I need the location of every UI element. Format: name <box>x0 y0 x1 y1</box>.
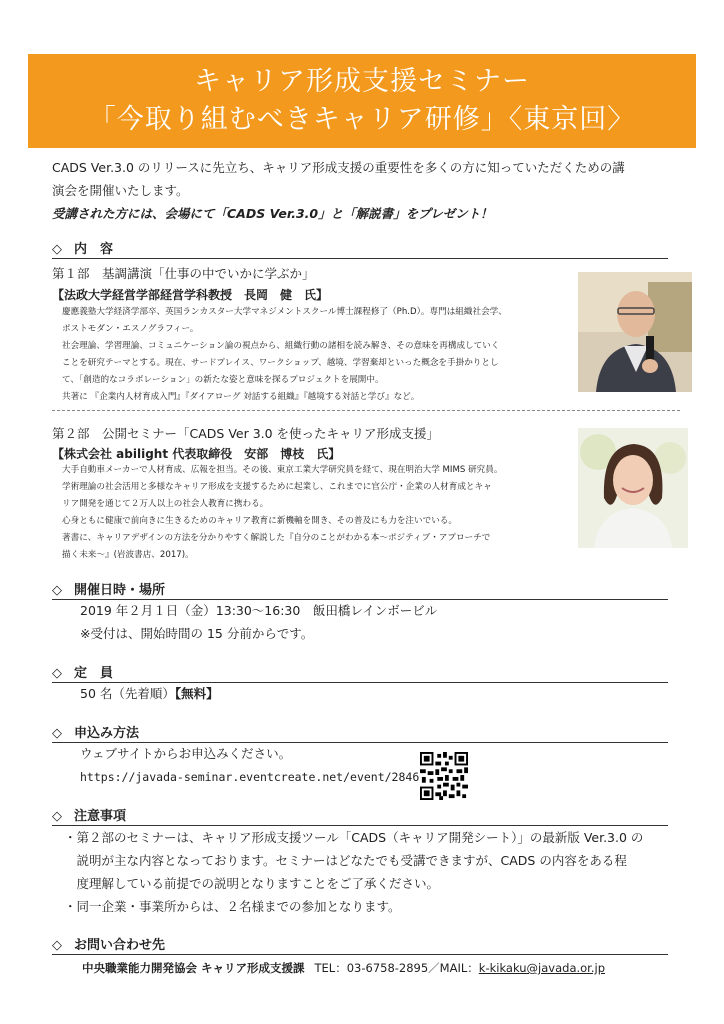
diamond-icon: ◇ <box>52 809 62 824</box>
banner-title-line2: 「今取り組むべきキャリア研修」〈東京回〉 <box>88 104 636 135</box>
intro-line2: 演会を開催いたします。 <box>52 183 189 198</box>
bio-line: ポストモダン・エスノグラフィー。 <box>62 324 199 334</box>
banner-title-line1: キャリア形成支援セミナー <box>194 66 530 97</box>
intro-promo: 受講された方には、会場にて「CADS Ver.3.0」と「解説書」をプレゼント！ <box>52 206 493 221</box>
intro-text <box>52 156 692 225</box>
diamond-icon: ◇ <box>52 938 62 953</box>
bio-line: 慶應義塾大学経済学部卒、英国ランカスター大学マネジメントスクール博士課程修了（Ph.D）。専門は組織社会学、 <box>62 307 507 317</box>
diamond-icon: ◇ <box>52 726 62 741</box>
section-apply-heading <box>52 722 668 743</box>
note-line: 説明が主な内容となっております。セミナーはどなたでも受講できますが、CADS の内容をある程 <box>64 853 627 868</box>
bio-line: 共著に 『企業内人材育成入門』『ダイアローグ 対話する組織』『越境する対話と学び』など。 <box>62 392 420 402</box>
bio-line: 著書に、キャリアデザインの方法を分かりやすく解説した『自分のことがわかる本～ポジティブ・アプローチで <box>62 533 491 543</box>
schedule-datetime: 2019 年２月１日（金）13:30～16:30 飯田橋レインボービル <box>80 603 438 618</box>
section-contact-heading <box>52 934 668 955</box>
apply-url[interactable]: https://javada-seminar.eventcreate.net/event/2846 <box>80 770 420 784</box>
contact-info <box>82 960 605 976</box>
contact-org: 中央職業能力開発協会 キャリア形成支援課 <box>82 961 305 975</box>
part1-speaker: 【法政大学経営学部経営学科教授 長岡 健 氏】 <box>52 288 329 302</box>
note-line: ・同一企業・事業所からは、２名様までの参加となります。 <box>64 899 401 914</box>
part2-speaker: 【株式会社 abilight 代表取締役 安部 博枝 氏】 <box>52 447 341 461</box>
intro-line1: CADS Ver.3.0 のリリースに先立ち、キャリア形成支援の重要性を多くの方に知っていただくための講 <box>52 160 625 175</box>
capacity-text <box>80 682 219 705</box>
diamond-icon: ◇ <box>52 583 62 598</box>
section-schedule-heading <box>52 579 668 600</box>
section-notes-heading <box>52 805 668 826</box>
qr-code-icon[interactable] <box>420 752 468 800</box>
speaker1-photo <box>578 272 692 392</box>
speaker2-photo <box>578 428 688 548</box>
diamond-icon: ◇ <box>52 242 62 257</box>
bio-line: 学術理論の社会活用と多様なキャリア形成を支援するために起業し、これまでに官公庁・企業の人材育成とキャ <box>62 482 492 492</box>
capacity-free: 【無料】 <box>174 686 219 701</box>
notes-list <box>64 826 643 918</box>
bio-line: 社会理論、学習理論、コミュニケーション論の視点から、組織行動の諸相を読み解き、その意味を再構成していく <box>62 341 500 351</box>
contact-tel: TEL：03-6758-2895／MAIL： <box>314 961 479 975</box>
section-contact-title: お問い合わせ先 <box>74 938 166 953</box>
part1-title: 第１部 基調講演「仕事の中でいかに学ぶか」 <box>52 266 315 281</box>
bio-line: リア開発を通じて２万人以上の社会人教育に携わる。 <box>62 499 269 509</box>
section-content-heading <box>52 238 668 259</box>
bio-line: 描く未来～』(岩波書店、2017)。 <box>62 550 194 560</box>
bio-line: 大手自動車メーカーで人材育成、広報を担当。その後、東京工業大学研究員を経て、現在明治大学 MIMS 研究員。 <box>62 465 503 475</box>
schedule-note: ※受付は、開始時間の 15 分前からです。 <box>80 626 314 641</box>
diamond-icon: ◇ <box>52 666 62 681</box>
part1-bio <box>62 304 572 406</box>
capacity-count: 50 名（先着順） <box>80 686 175 701</box>
section-capacity-title: 定 員 <box>74 666 114 681</box>
section-notes-title: 注意事項 <box>74 809 127 824</box>
bio-line: 心身ともに健康で前向きに生きるためのキャリア教育に新機軸を開き、その普及にも力を注いでいる。 <box>62 516 457 526</box>
title-banner <box>28 54 696 148</box>
section-apply-title: 申込み方法 <box>74 726 140 741</box>
divider <box>52 410 680 411</box>
section-content-title: 内 容 <box>74 242 114 257</box>
note-line: ・第２部のセミナーは、キャリア形成支援ツール「CADS（キャリア開発シート）」の最新版 Ver.3.0 の <box>64 830 644 845</box>
apply-instruction: ウェブサイトからお申込みください。 <box>80 746 292 761</box>
part2-bio <box>62 462 572 564</box>
bio-line: ことを研究テーマとする。現在、サードプレイス、ワークショップ、越境、学習棄却といった概念を手掛かりとし <box>62 358 499 368</box>
contact-mail-link[interactable]: k-kikaku@javada.or.jp <box>478 961 606 975</box>
note-line: 度理解している前提での説明となりますことをご了承ください。 <box>64 876 440 891</box>
section-capacity-heading <box>52 662 668 683</box>
section-schedule-title: 開催日時・場所 <box>74 583 166 598</box>
part2-title: 第２部 公開セミナー「CADS Ver 3.0 を使ったキャリア形成支援」 <box>52 426 440 441</box>
bio-line: て、「創造的なコラボレーション」の新たな姿と意味を探るプロジェクトを展開中。 <box>62 375 384 385</box>
